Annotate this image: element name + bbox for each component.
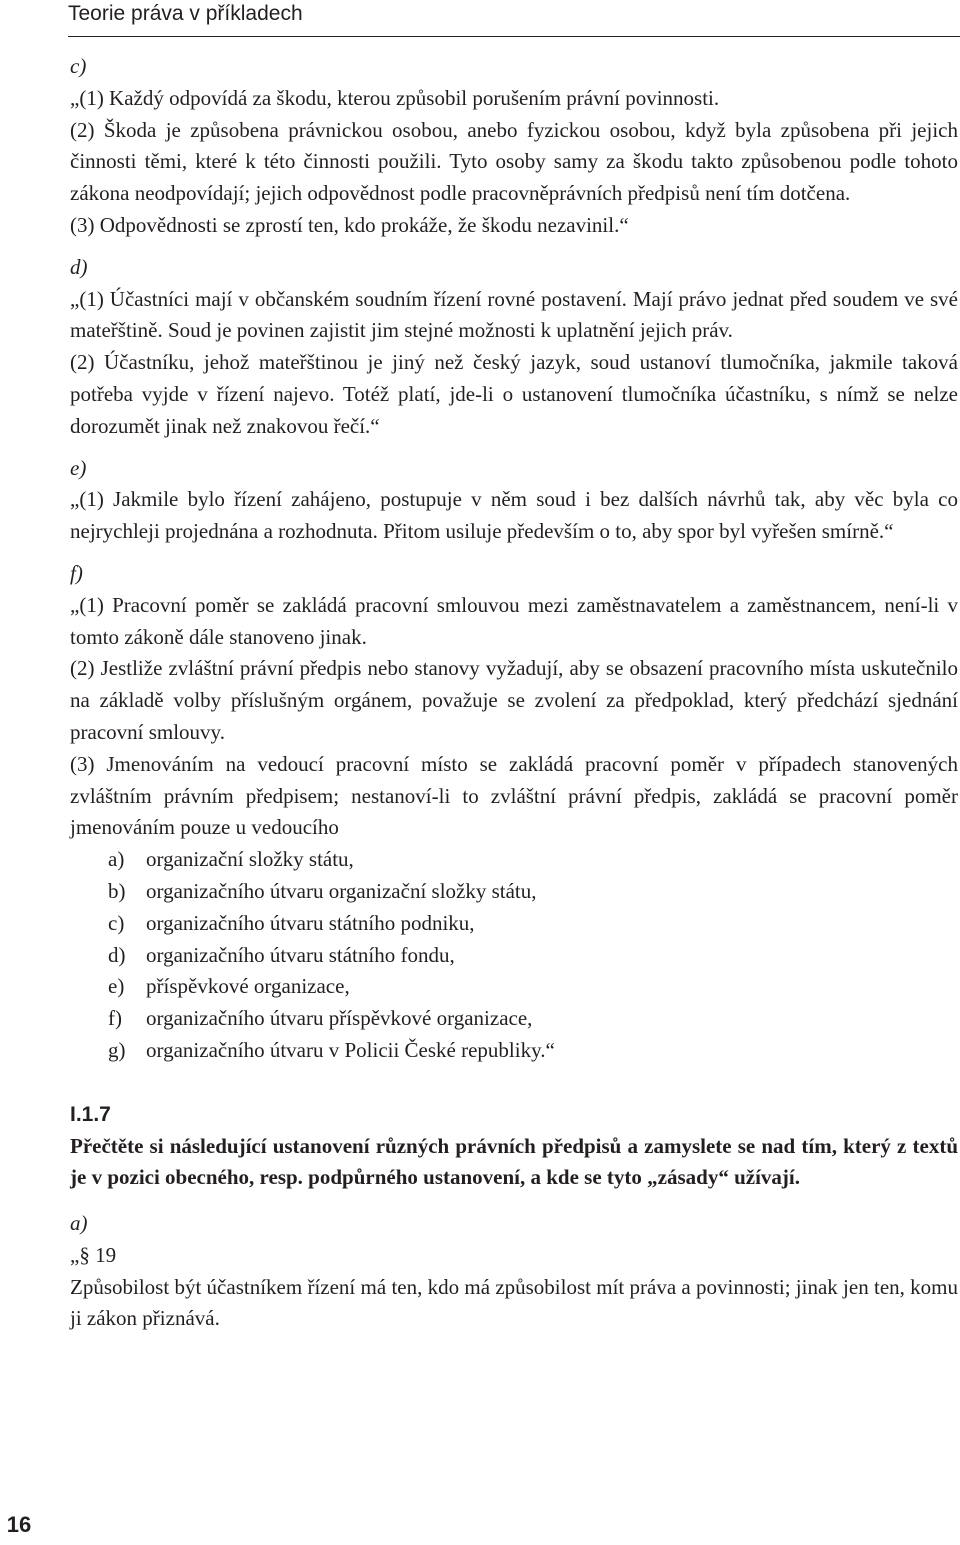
page-content <box>70 51 958 1335</box>
paragraph: (2) Účastníku, jehož mateřštinou je jiný než český jazyk, soud ustanoví tlumočníka, jakmile taková potřeba vyjde v řízení najevo. Totéž platí, jde-li o ustanovení tlumočníka účastníku, s nímž se nelze dorozumět jinak než znakovou řečí.“ <box>70 350 958 438</box>
header-title: Teorie práva v příkladech <box>68 2 303 25</box>
paragraph: „(1) Pracovní poměr se zakládá pracovní smlouvou mezi zaměstnavatelem a zaměstnancem, není-li v tomto zákoně dále stanoveno jinak. <box>70 592 958 649</box>
paragraph: (2) Škoda je způsobena právnickou osobou, anebo fyzickou osobou, když byla způsobena při jejich činnosti těmi, které k této činnosti použili. Tyto osoby samy za škodu takto způsobenou podle tohoto zákona neodpovídají; jejich odpovědnost podle pracovněprávních předpisů není tím dotčena. <box>70 117 958 206</box>
list-item: b) organizačního útvaru organizační složky státu, <box>108 878 537 903</box>
section-label: c) <box>70 54 87 78</box>
section-label: f) <box>70 560 83 585</box>
list-item: f) organizačního útvaru příspěvkové organizace, <box>108 1006 533 1031</box>
section-label: d) <box>70 254 88 279</box>
section-label: a) <box>70 1211 88 1236</box>
paragraph: (3) Jmenováním na vedoucí pracovní místo se zakládá pracovní poměr v případech stanovených zvláštním právním předpisem; nestanoví-li to zvláštní právní předpis, zakládá se pracovní poměr jmenováním pouze u vedoucího <box>70 751 958 840</box>
paragraph-mark: „§ 19 <box>70 1242 117 1267</box>
list-item: e) příspěvkové organizace, <box>108 974 350 999</box>
paragraph: „(1) Každý odpovídá za škodu, kterou způsobil porušením právní povinnosti. <box>70 85 720 110</box>
exercise-number: I.1.7 <box>70 1102 111 1126</box>
exercise-section <box>70 1099 958 1336</box>
enumerated-list <box>70 844 958 1067</box>
paragraph: (3) Odpovědnosti se zprostí ten, kdo prokáže, že škodu nezavinil.“ <box>70 212 629 237</box>
list-item: d) organizačního útvaru státního fondu, <box>108 942 455 967</box>
running-header <box>68 0 960 37</box>
exercise-instruction: Přečtěte si následující ustanovení různých právních předpisů a zamyslete se nad tím, který z textů je v pozici obecného, resp. podpůrného ustanovení, a kde se tyto „zásady“ užívají. <box>70 1133 958 1190</box>
section-label: e) <box>70 455 87 480</box>
paragraph: (2) Jestliže zvláštní právní předpis nebo stanovy vyžadují, aby se obsazení pracovního místa uskutečnilo na základě volby příslušným orgánem, považuje se zvolení za předpoklad, který předchází sjednání pracovní smlouvy. <box>70 656 958 744</box>
paragraph: „(1) Jakmile bylo řízení zahájeno, postupuje v něm soud i bez dalších návrhů tak, aby věc byla co nejrychleji projednána a rozhodnuta. Přitom usiluje především o to, aby spor byl vyřešen smírně.“ <box>70 487 958 544</box>
section-f <box>70 558 958 1067</box>
list-item: a) organizační složky státu, <box>108 847 354 872</box>
section-d <box>70 252 958 443</box>
list-item: g) organizačního útvaru v Policii České republiky.“ <box>108 1037 555 1062</box>
list-item: c) organizačního útvaru státního podniku, <box>108 910 475 935</box>
page-number: 16 <box>6 1512 32 1537</box>
paragraph: „(1) Účastníci mají v občanském soudním řízení rovné postavení. Mají právo jednat před soudem ve své mateřštině. Soud je povinen zajistit jim stejné možnosti k uplatnění jejich práv. <box>70 286 958 343</box>
section-c <box>70 51 958 242</box>
paragraph: Způsobilost být účastníkem řízení má ten, kdo má způsobilost mít práva a povinnosti; jinak jen ten, komu ji zákon přiznává. <box>70 1274 958 1331</box>
section-e <box>70 453 958 548</box>
